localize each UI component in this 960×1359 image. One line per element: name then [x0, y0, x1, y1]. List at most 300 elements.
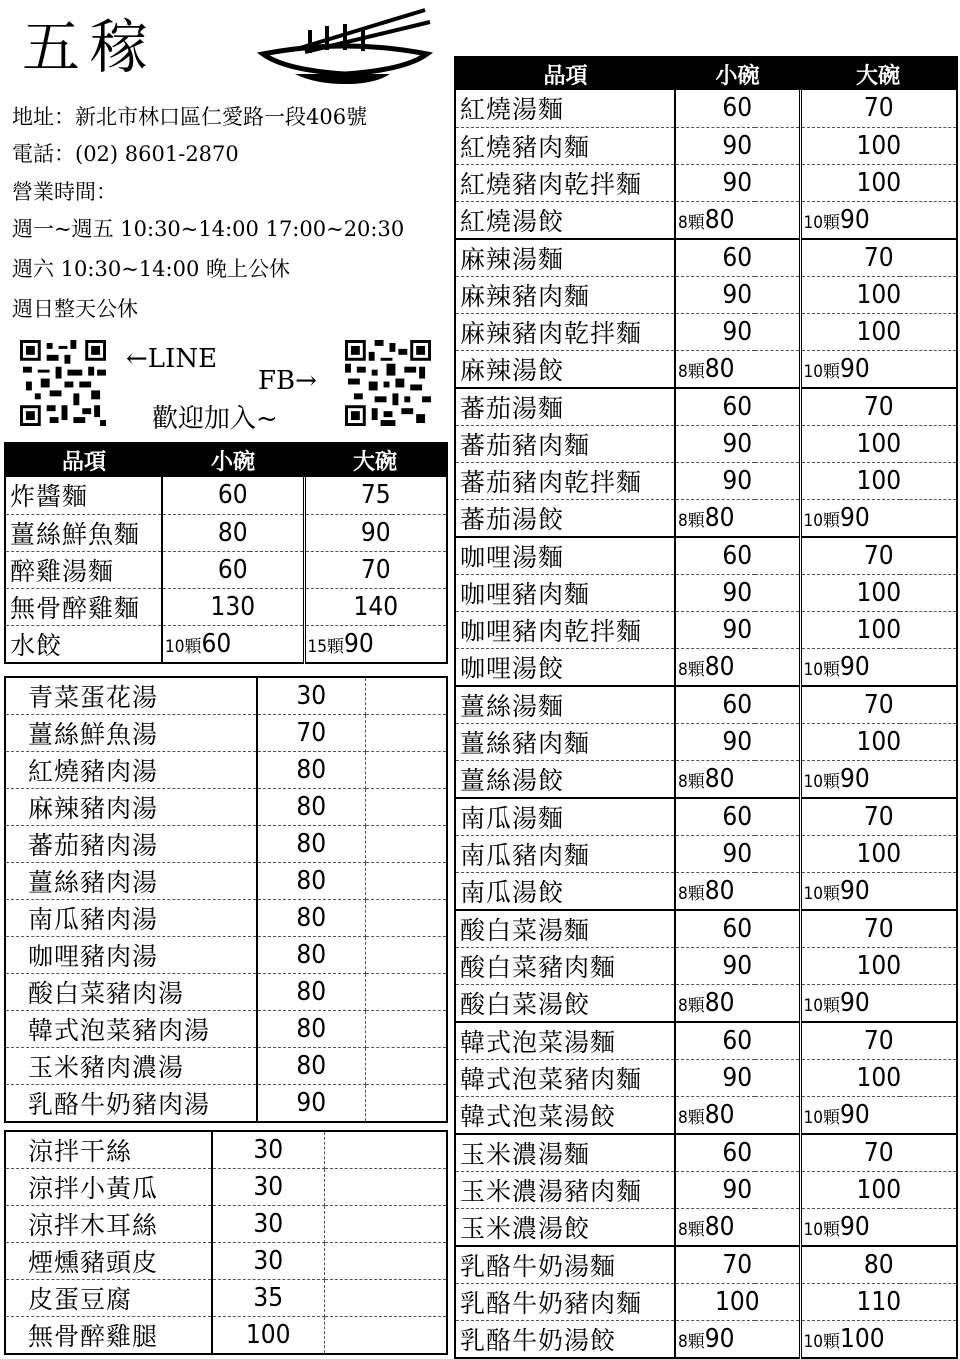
- table-row: [455, 1022, 957, 1060]
- large-price-cell: [800, 90, 957, 127]
- table-row: [5, 1131, 447, 1169]
- table-row: [5, 974, 447, 1011]
- small-price: 60: [722, 913, 753, 944]
- table-row: [455, 611, 957, 648]
- small-price-cell: [675, 574, 800, 611]
- fb-label: FB→: [258, 366, 317, 396]
- large-price: 100: [856, 614, 902, 645]
- small-price: 60: [722, 1025, 753, 1056]
- item-name: 無骨醉雞麵: [5, 588, 162, 625]
- item-price: 100: [212, 1317, 324, 1355]
- item-name: 乳酪牛奶豬肉麵: [455, 1283, 675, 1320]
- item-price: 80: [257, 974, 365, 1011]
- large-price: 100: [856, 726, 902, 757]
- small-count: 8顆: [678, 361, 705, 382]
- item-name: 麻辣豬肉乾拌麵: [455, 313, 675, 350]
- large-price-cell: [800, 723, 957, 760]
- large-price-cell: [800, 574, 957, 611]
- blank-cell: [365, 863, 447, 900]
- table-row: [455, 1246, 957, 1284]
- large-price-cell: [800, 499, 957, 537]
- large-price-cell: [304, 514, 447, 551]
- blank-cell: [324, 1317, 447, 1355]
- item-name: 乳酪牛奶湯麵: [455, 1246, 675, 1284]
- large-price-cell: [800, 201, 957, 239]
- item-name: 炸醬麵: [5, 477, 162, 514]
- small-price: 100: [714, 1286, 760, 1317]
- table-row: [5, 937, 447, 974]
- item-price: 80: [257, 937, 365, 974]
- blank-cell: [365, 677, 447, 715]
- item-name: 酸白菜豬肉湯: [5, 974, 257, 1011]
- item-price: 30: [257, 677, 365, 715]
- small-price-cell: [675, 1096, 800, 1134]
- hours-saturday: 週六 10:30~14:00 晚上公休: [12, 257, 290, 281]
- table-row: [455, 499, 957, 537]
- large-price: 100: [856, 838, 902, 869]
- large-price: 110: [856, 1286, 902, 1317]
- large-price: 90: [839, 353, 870, 384]
- small-price-cell: [162, 514, 304, 551]
- item-name: 玉米豬肉濃湯: [5, 1048, 257, 1085]
- item-price: 30: [212, 1206, 324, 1243]
- large-price: 100: [856, 465, 902, 496]
- item-price: 80: [257, 1011, 365, 1048]
- small-price: 70: [722, 1249, 753, 1280]
- table-row: [455, 872, 957, 910]
- small-price-cell: [675, 462, 800, 499]
- large-price: 80: [863, 1249, 894, 1280]
- blank-cell: [365, 900, 447, 937]
- blank-cell: [324, 1169, 447, 1206]
- small-price-cell: [675, 388, 800, 426]
- small-count: 8顆: [678, 995, 705, 1016]
- small-price-cell: [675, 499, 800, 537]
- small-price-cell: [675, 984, 800, 1022]
- large-count: 10顆: [803, 883, 840, 904]
- large-price: 75: [360, 480, 391, 511]
- table-row: [455, 537, 957, 575]
- large-price: 70: [863, 540, 894, 571]
- item-name: 韓式泡菜湯餃: [455, 1096, 675, 1134]
- large-price: 100: [856, 130, 902, 161]
- small-price-cell: [675, 1022, 800, 1060]
- small-price: 60: [722, 801, 753, 832]
- small-price: 80: [704, 875, 735, 906]
- large-price-cell: [800, 1246, 957, 1284]
- blank-cell: [324, 1243, 447, 1280]
- item-price: 70: [257, 715, 365, 752]
- item-name: 咖哩湯麵: [455, 537, 675, 575]
- large-price-cell: [800, 313, 957, 350]
- large-count: 15顆: [307, 636, 344, 657]
- table-row: [455, 798, 957, 836]
- large-price-cell: [304, 477, 447, 514]
- item-price: 80: [257, 1048, 365, 1085]
- item-name: 醉雞湯麵: [5, 551, 162, 588]
- item-name: 乳酪牛奶豬肉湯: [5, 1085, 257, 1123]
- address: 地址：新北市林口區仁愛路一段406號: [12, 105, 368, 129]
- large-price: 90: [343, 628, 374, 659]
- small-count: 10顆: [165, 636, 202, 657]
- blank-cell: [324, 1206, 447, 1243]
- left-noodle-table: [4, 442, 448, 664]
- large-price-cell: [800, 611, 957, 648]
- table-row: [455, 1134, 957, 1172]
- large-price: 100: [856, 167, 902, 198]
- item-name: 紅燒豬肉湯: [5, 752, 257, 789]
- large-count: 10顆: [803, 212, 840, 233]
- large-price-cell: [304, 625, 447, 663]
- table-row: [5, 677, 447, 715]
- welcome-text: 歡迎加入~: [152, 404, 278, 434]
- large-price-cell: [800, 648, 957, 686]
- large-count: 10顆: [803, 995, 840, 1016]
- fb-qr-code-icon[interactable]: [345, 340, 431, 426]
- small-price: 80: [704, 987, 735, 1018]
- right-noodle-table: [454, 56, 958, 1359]
- item-name: 麻辣湯麵: [455, 239, 675, 277]
- small-count: 8顆: [678, 1331, 705, 1352]
- item-name: 蕃茄豬肉湯: [5, 826, 257, 863]
- small-price: 90: [722, 1174, 753, 1205]
- small-price: 90: [722, 577, 753, 608]
- large-price-cell: [800, 798, 957, 836]
- small-count: 8顆: [678, 212, 705, 233]
- item-price: 80: [257, 752, 365, 789]
- small-price-cell: [675, 798, 800, 836]
- item-price: 80: [257, 863, 365, 900]
- small-price: 80: [704, 1211, 735, 1242]
- small-price: 60: [217, 480, 248, 511]
- small-price-cell: [675, 425, 800, 462]
- large-price-cell: [800, 1096, 957, 1134]
- large-count: 10顆: [803, 1107, 840, 1128]
- small-price: 60: [217, 554, 248, 585]
- item-name: 薑絲豬肉湯: [5, 863, 257, 900]
- table-row: [455, 1283, 957, 1320]
- small-price-cell: [675, 90, 800, 127]
- table-row: [455, 201, 957, 239]
- large-price: 90: [839, 875, 870, 906]
- item-name: 玉米濃湯豬肉麵: [455, 1171, 675, 1208]
- small-price-cell: [675, 537, 800, 575]
- large-price-cell: [800, 947, 957, 984]
- item-name: 咖哩湯餃: [455, 648, 675, 686]
- large-price-cell: [800, 1320, 957, 1358]
- small-price-cell: [675, 164, 800, 201]
- small-price-cell: [675, 350, 800, 388]
- table-row: [5, 715, 447, 752]
- table-row: [5, 1280, 447, 1317]
- item-name: 酸白菜豬肉麵: [455, 947, 675, 984]
- table-row: [5, 588, 447, 625]
- blank-cell: [324, 1280, 447, 1317]
- large-price-cell: [800, 835, 957, 872]
- large-price: 90: [839, 763, 870, 794]
- item-name: 蕃茄湯餃: [455, 499, 675, 537]
- restaurant-name: 五稼: [22, 13, 159, 81]
- large-price: 70: [863, 689, 894, 720]
- item-name: 咖哩豬肉湯: [5, 937, 257, 974]
- large-price: 70: [360, 554, 391, 585]
- blank-cell: [365, 1085, 447, 1123]
- blank-cell: [365, 752, 447, 789]
- item-name: 青菜蛋花湯: [5, 677, 257, 715]
- item-name: 麻辣豬肉湯: [5, 789, 257, 826]
- small-count: 8顆: [678, 771, 705, 792]
- small-price-cell: [675, 201, 800, 239]
- large-price: 90: [839, 651, 870, 682]
- large-price: 140: [353, 591, 399, 622]
- item-name: 蕃茄豬肉麵: [455, 425, 675, 462]
- small-price-cell: [675, 276, 800, 313]
- small-price: 60: [722, 391, 753, 422]
- header-small: 小碗: [162, 443, 304, 477]
- large-price-cell: [800, 910, 957, 948]
- small-price: 80: [217, 517, 248, 548]
- small-price-cell: [675, 686, 800, 724]
- large-price: 90: [839, 1099, 870, 1130]
- item-name: 酸白菜湯麵: [455, 910, 675, 948]
- small-price: 60: [722, 93, 753, 124]
- item-name: 麻辣豬肉麵: [455, 276, 675, 313]
- item-name: 韓式泡菜豬肉湯: [5, 1011, 257, 1048]
- side-dish-table: [4, 1130, 448, 1355]
- item-name: 玉米濃湯餃: [455, 1208, 675, 1246]
- large-price-cell: [800, 164, 957, 201]
- line-qr-code-icon[interactable]: [20, 340, 106, 426]
- table-row: [455, 462, 957, 499]
- small-price-cell: [675, 947, 800, 984]
- blank-cell: [365, 1011, 447, 1048]
- large-price-cell: [304, 551, 447, 588]
- small-price-cell: [675, 872, 800, 910]
- table-row: [5, 1048, 447, 1085]
- small-price: 90: [722, 726, 753, 757]
- line-label: ←LINE: [126, 344, 218, 374]
- table-row: [455, 164, 957, 201]
- large-price: 100: [856, 316, 902, 347]
- large-price-cell: [800, 984, 957, 1022]
- table-row: [455, 835, 957, 872]
- small-price: 90: [722, 279, 753, 310]
- table-row: [5, 826, 447, 863]
- table-row: [5, 1011, 447, 1048]
- table-row: [5, 551, 447, 588]
- item-name: 薑絲湯餃: [455, 760, 675, 798]
- item-name: 無骨醉雞腿: [5, 1317, 212, 1355]
- item-name: 咖哩豬肉麵: [455, 574, 675, 611]
- item-name: 蕃茄豬肉乾拌麵: [455, 462, 675, 499]
- small-price-cell: [675, 835, 800, 872]
- item-name: 涼拌木耳絲: [5, 1206, 212, 1243]
- table-row: [455, 350, 957, 388]
- large-price: 70: [863, 913, 894, 944]
- table-row: [455, 388, 957, 426]
- large-price-cell: [800, 686, 957, 724]
- large-count: 10顆: [803, 510, 840, 531]
- item-name: 薑絲湯麵: [455, 686, 675, 724]
- header-large: 大碗: [304, 443, 447, 477]
- item-name: 紅燒湯麵: [455, 90, 675, 127]
- large-price: 100: [856, 950, 902, 981]
- small-price: 90: [722, 614, 753, 645]
- item-price: 30: [212, 1131, 324, 1169]
- item-name: 水餃: [5, 625, 162, 663]
- table-row: [455, 1059, 957, 1096]
- small-price-cell: [675, 1208, 800, 1246]
- small-price: 60: [722, 242, 753, 273]
- small-price: 80: [704, 651, 735, 682]
- small-price-cell: [162, 477, 304, 514]
- large-price: 70: [863, 242, 894, 273]
- large-price: 70: [863, 93, 894, 124]
- small-price-cell: [675, 648, 800, 686]
- blank-cell: [365, 826, 447, 863]
- item-name: 麻辣湯餃: [455, 350, 675, 388]
- small-price: 90: [722, 130, 753, 161]
- small-price-cell: [675, 127, 800, 164]
- large-price-cell: [800, 1171, 957, 1208]
- phone: 電話：(02) 8601-2870: [12, 142, 239, 166]
- item-name: 韓式泡菜豬肉麵: [455, 1059, 675, 1096]
- item-name: 紅燒豬肉乾拌麵: [455, 164, 675, 201]
- table-row: [455, 127, 957, 164]
- small-price: 80: [704, 1099, 735, 1130]
- table-row: [5, 477, 447, 514]
- large-price-cell: [304, 588, 447, 625]
- small-price-cell: [675, 313, 800, 350]
- small-count: 8顆: [678, 659, 705, 680]
- item-price: 90: [257, 1085, 365, 1123]
- table-row: [5, 1206, 447, 1243]
- table-row: [455, 425, 957, 462]
- large-price: 90: [839, 502, 870, 533]
- item-price: 80: [257, 789, 365, 826]
- item-name: 南瓜豬肉麵: [455, 835, 675, 872]
- small-price: 90: [722, 950, 753, 981]
- large-price: 100: [856, 1062, 902, 1093]
- table-row: [5, 514, 447, 551]
- table-row: [455, 90, 957, 127]
- small-count: 8顆: [678, 1219, 705, 1240]
- large-price: 90: [360, 517, 391, 548]
- item-name: 乳酪牛奶湯餃: [455, 1320, 675, 1358]
- table-row: [5, 1243, 447, 1280]
- large-price: 100: [856, 577, 902, 608]
- table-row: [455, 910, 957, 948]
- large-price-cell: [800, 537, 957, 575]
- table-row: [455, 239, 957, 277]
- large-count: 10顆: [803, 1219, 840, 1240]
- table-row: [455, 1171, 957, 1208]
- large-price: 90: [839, 1211, 870, 1242]
- table-row: [455, 984, 957, 1022]
- small-price-cell: [675, 239, 800, 277]
- small-price: 80: [704, 204, 735, 235]
- large-price: 90: [839, 204, 870, 235]
- large-price-cell: [800, 276, 957, 313]
- item-name: 蕃茄湯麵: [455, 388, 675, 426]
- small-price: 90: [722, 1062, 753, 1093]
- item-name: 薑絲鮮魚麵: [5, 514, 162, 551]
- item-name: 紅燒湯餃: [455, 201, 675, 239]
- item-name: 紅燒豬肉麵: [455, 127, 675, 164]
- item-name: 薑絲鮮魚湯: [5, 715, 257, 752]
- item-name: 酸白菜湯餃: [455, 984, 675, 1022]
- large-count: 10顆: [803, 1331, 840, 1352]
- large-price-cell: [800, 239, 957, 277]
- small-price-cell: [675, 611, 800, 648]
- small-price-cell: [675, 723, 800, 760]
- large-count: 10顆: [803, 659, 840, 680]
- small-price: 90: [722, 465, 753, 496]
- small-price: 80: [704, 353, 735, 384]
- small-price: 60: [201, 628, 232, 659]
- small-price: 130: [210, 591, 256, 622]
- noodle-bowl-icon: [255, 8, 435, 88]
- table-row: [455, 574, 957, 611]
- blank-cell: [365, 715, 447, 752]
- large-price-cell: [800, 462, 957, 499]
- large-count: 10顆: [803, 771, 840, 792]
- item-name: 咖哩豬肉乾拌麵: [455, 611, 675, 648]
- small-price-cell: [675, 1059, 800, 1096]
- large-price: 100: [839, 1323, 885, 1354]
- table-row: [455, 1096, 957, 1134]
- table-row: [455, 276, 957, 313]
- item-name: 涼拌干絲: [5, 1131, 212, 1169]
- item-price: 30: [212, 1243, 324, 1280]
- item-name: 皮蛋豆腐: [5, 1280, 212, 1317]
- blank-cell: [365, 789, 447, 826]
- table-row: [455, 723, 957, 760]
- table-row: [455, 947, 957, 984]
- item-name: 薑絲豬肉麵: [455, 723, 675, 760]
- small-price: 90: [722, 428, 753, 459]
- small-price-cell: [675, 1171, 800, 1208]
- blank-cell: [365, 1048, 447, 1085]
- table-row: [5, 1317, 447, 1355]
- large-price-cell: [800, 760, 957, 798]
- large-price-cell: [800, 425, 957, 462]
- large-price-cell: [800, 1022, 957, 1060]
- large-price: 100: [856, 279, 902, 310]
- small-price-cell: [675, 1134, 800, 1172]
- header-item: 品項: [455, 57, 675, 90]
- hours-weekday: 週一~週五 10:30~14:00 17:00~20:30: [12, 217, 405, 241]
- large-price: 100: [856, 1174, 902, 1205]
- item-name: 煙燻豬頭皮: [5, 1243, 212, 1280]
- small-count: 8顆: [678, 510, 705, 531]
- small-price-cell: [675, 1320, 800, 1358]
- blank-cell: [365, 974, 447, 1011]
- small-price-cell: [675, 760, 800, 798]
- large-price-cell: [800, 1134, 957, 1172]
- small-price-cell: [675, 1283, 800, 1320]
- large-price: 70: [863, 1137, 894, 1168]
- small-price-cell: [162, 551, 304, 588]
- small-price-cell: [162, 625, 304, 663]
- item-price: 35: [212, 1280, 324, 1317]
- item-name: 玉米濃湯麵: [455, 1134, 675, 1172]
- table-row: [455, 1320, 957, 1358]
- small-price-cell: [675, 1246, 800, 1284]
- large-price: 70: [863, 801, 894, 832]
- hours-sunday: 週日整天公休: [12, 297, 138, 321]
- item-name: 涼拌小黃瓜: [5, 1169, 212, 1206]
